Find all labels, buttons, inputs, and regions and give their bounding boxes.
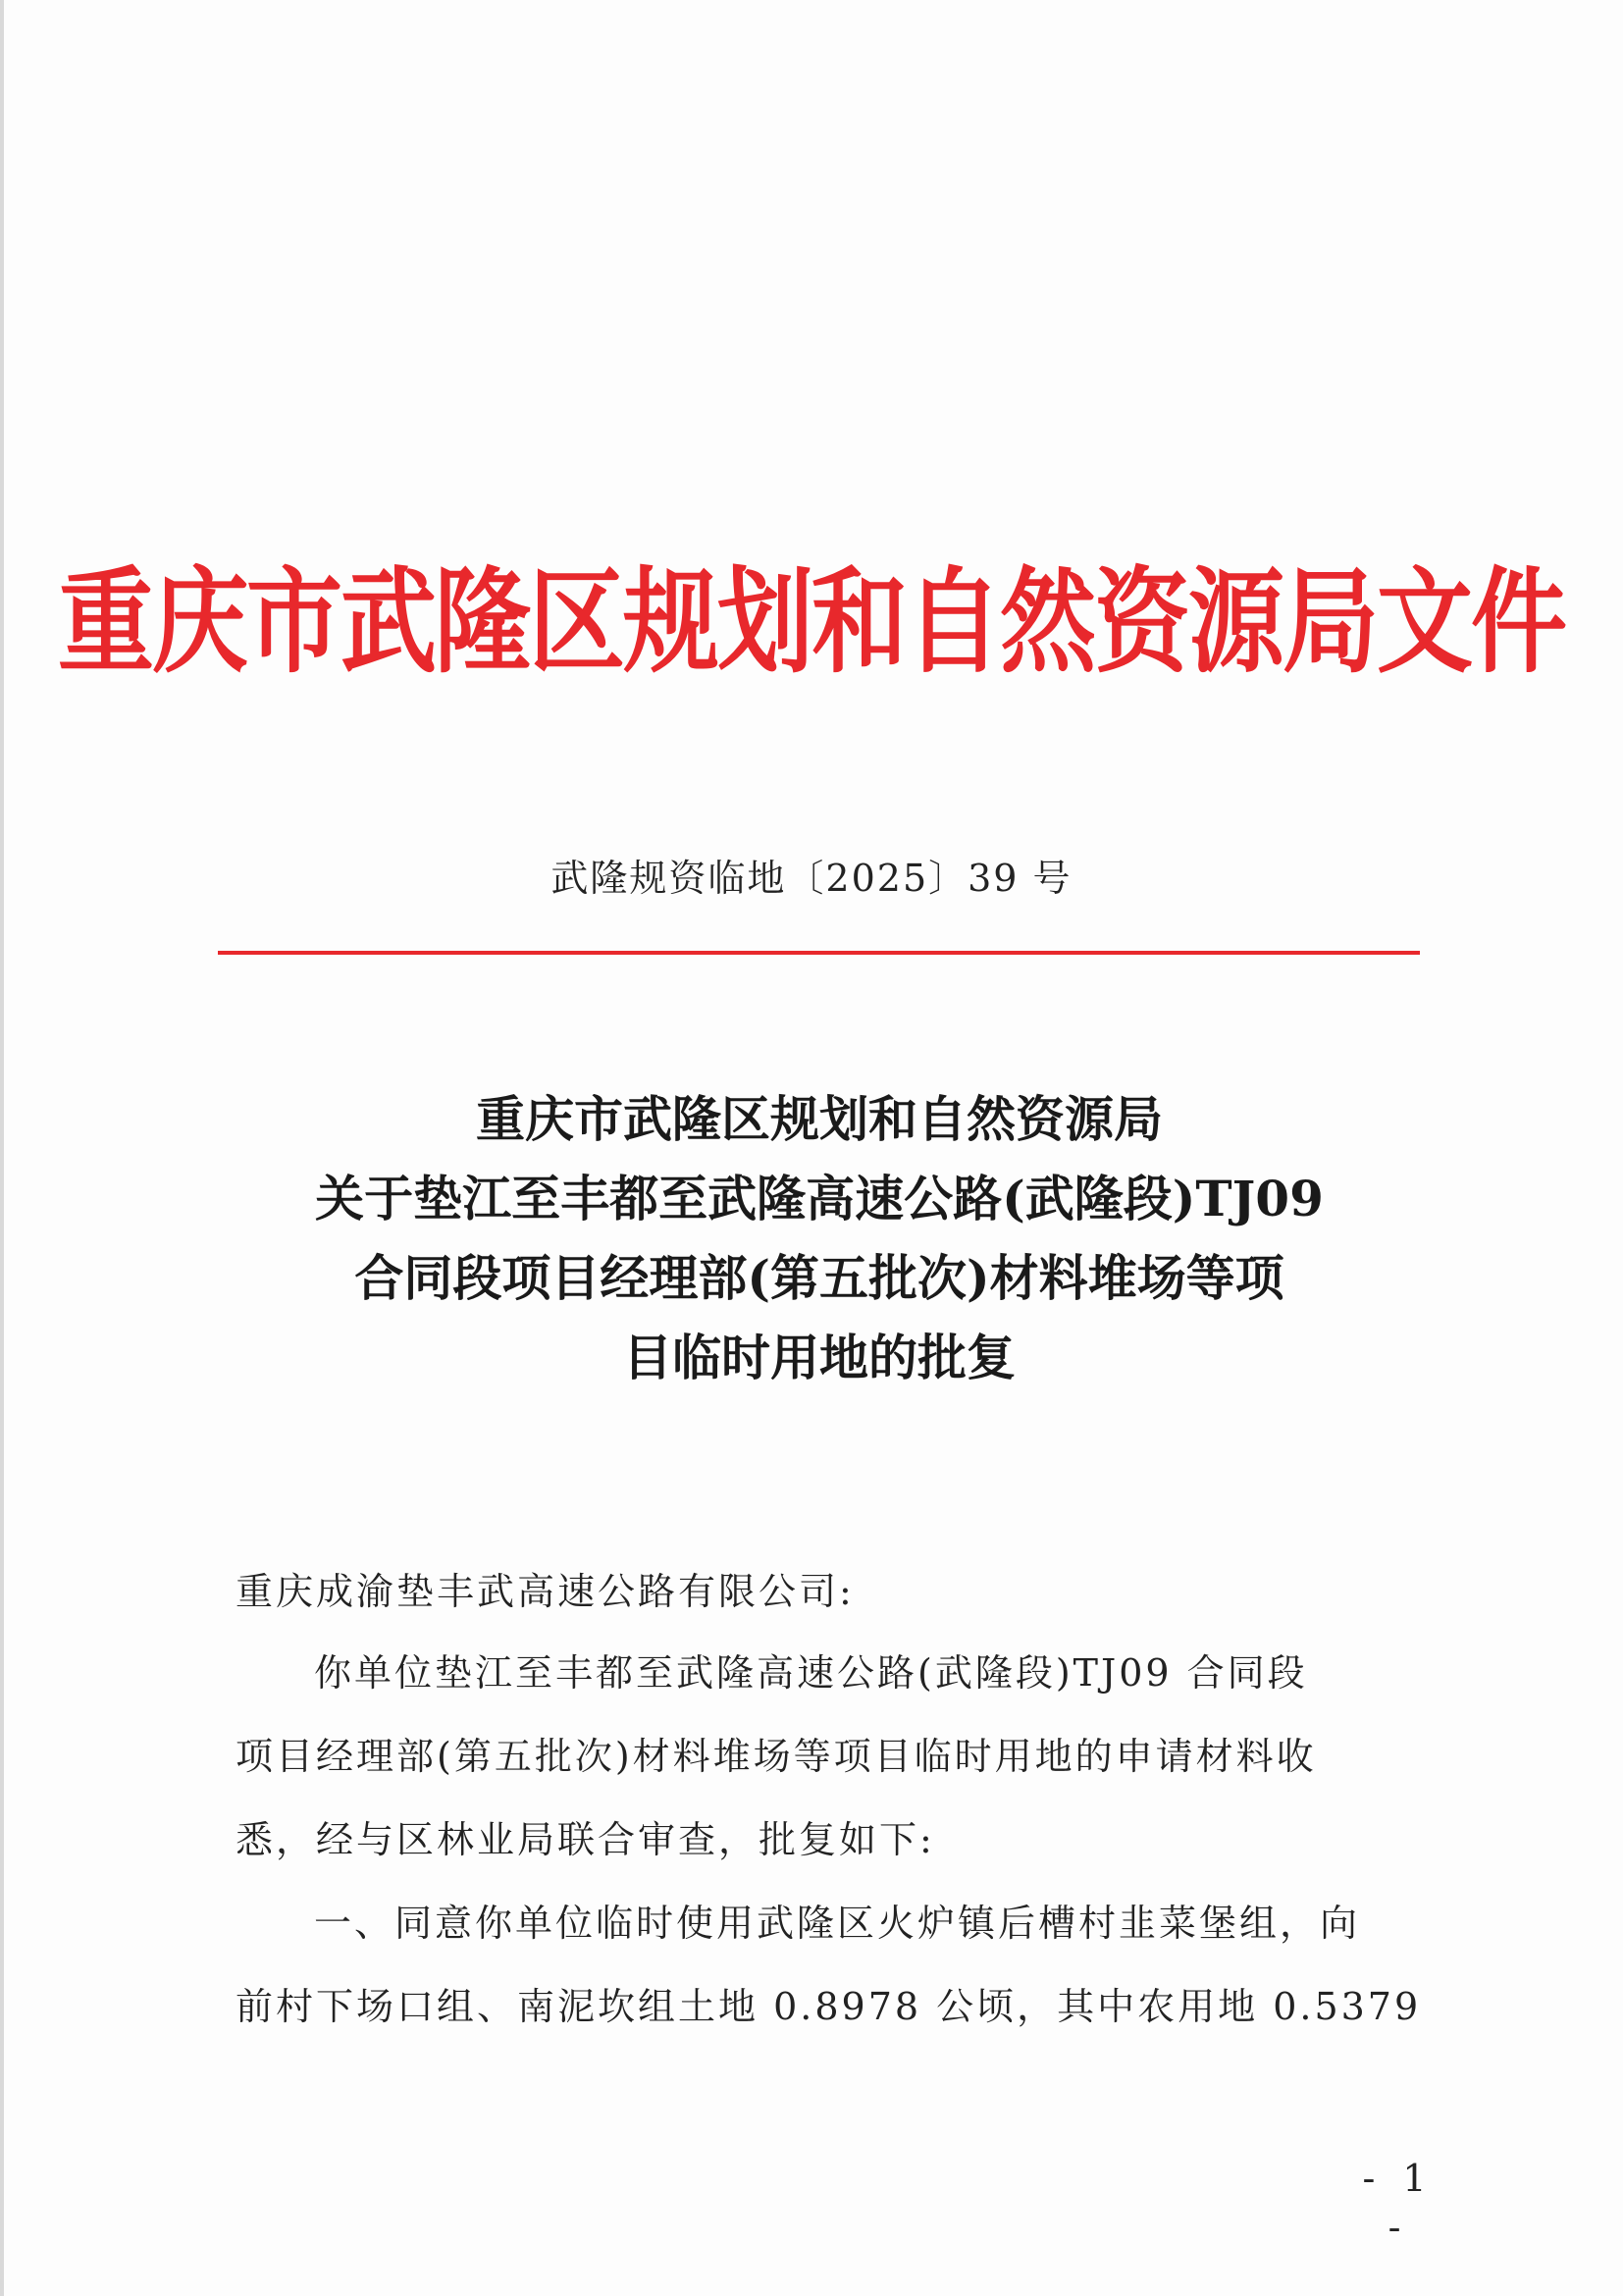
document-title — [196, 1079, 1442, 1397]
body-line: 项目经理部(第五批次)材料堆场等项目临时用地的申请材料收 — [236, 1735, 1317, 1778]
page-number: - 1 - — [1362, 2157, 1435, 2249]
title-line: 合同段项目经理部(第五批次)材料堆场等项 — [354, 1249, 1284, 1307]
red-separator-line — [218, 951, 1420, 955]
body-line: 前村下场口组、南泥坎组土地 0.8978 公顷，其中农用地 0.5379 — [236, 1985, 1422, 2028]
title-line: 重庆市武隆区规划和自然资源局 — [476, 1090, 1163, 1148]
issuer-header: 重庆市武隆区规划和自然资源局文件 — [57, 555, 1565, 690]
scan-edge — [0, 0, 4, 2296]
title-line: 目临时用地的批复 — [623, 1329, 1016, 1386]
body-line: 一、同意你单位临时使用武隆区火炉镇后槽村韭菜堡组，向 — [314, 1902, 1361, 1945]
title-line: 关于垫江至丰都至武隆高速公路(武隆段)TJ09 — [315, 1170, 1324, 1227]
body-line: 你单位垫江至丰都至武隆高速公路(武隆段)TJ09 合同段 — [314, 1651, 1308, 1695]
salutation: 重庆成渝垫丰武高速公路有限公司: — [236, 1570, 855, 1613]
document-number: 武隆规资临地〔2025〕39 号 — [550, 857, 1073, 900]
body-line: 悉，经与区林业局联合审查，批复如下: — [236, 1818, 935, 1861]
